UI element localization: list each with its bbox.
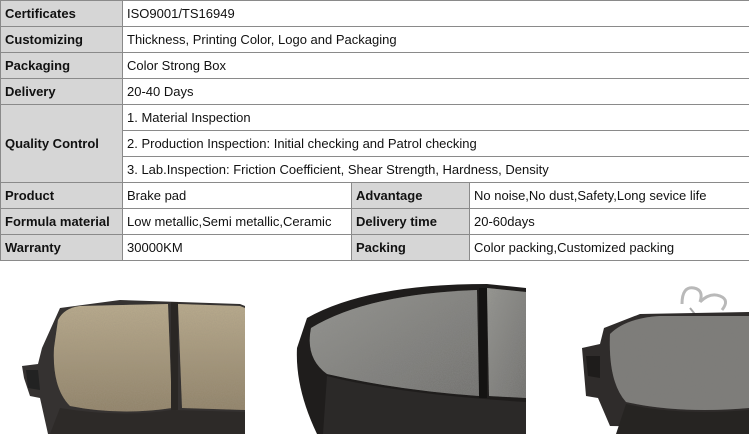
quality-control-item: 2. Production Inspection: Initial checking and Patrol checking [123,131,749,157]
formula-material-value: Low metallic,Semi metallic,Ceramic [123,209,352,235]
customizing-label: Customizing [1,27,123,53]
certificates-label: Certificates [1,1,123,27]
table-row [1,53,749,79]
formula-material-label: Formula material [1,209,123,235]
quality-control-item: 3. Lab.Inspection: Friction Coefficient, Shear Strength, Hardness, Density [123,157,749,183]
quality-control-label: Quality Control [1,105,123,183]
product-label: Product [1,183,123,209]
warranty-value: 30000KM [123,235,352,261]
table-row [1,1,749,27]
packaging-label: Packaging [1,53,123,79]
delivery-value: 20-40 Days [123,79,749,105]
table-row [1,235,749,261]
delivery-time-value: 20-60days [470,209,749,235]
brake-pad-photo-1 [0,278,245,434]
table-row [1,27,749,53]
customizing-value: Thickness, Printing Color, Logo and Packaging [123,27,749,53]
advantage-value: No noise,No dust,Safety,Long sevice life [470,183,749,209]
packaging-value: Color Strong Box [123,53,749,79]
quality-control-item: 1. Material Inspection [123,105,749,131]
brake-pad-photo-2 [287,278,526,434]
packing-value: Color packing,Customized packing [470,235,749,261]
table-row [1,79,749,105]
table-row [1,105,749,131]
warranty-label: Warranty [1,235,123,261]
advantage-label: Advantage [352,183,470,209]
delivery-label: Delivery [1,79,123,105]
delivery-time-label: Delivery time [352,209,470,235]
certificates-value: ISO9001/TS16949 [123,1,749,27]
table-row [1,183,749,209]
product-value: Brake pad [123,183,352,209]
table-row [1,209,749,235]
brake-pad-photo-3 [570,278,749,434]
packing-label: Packing [352,235,470,261]
